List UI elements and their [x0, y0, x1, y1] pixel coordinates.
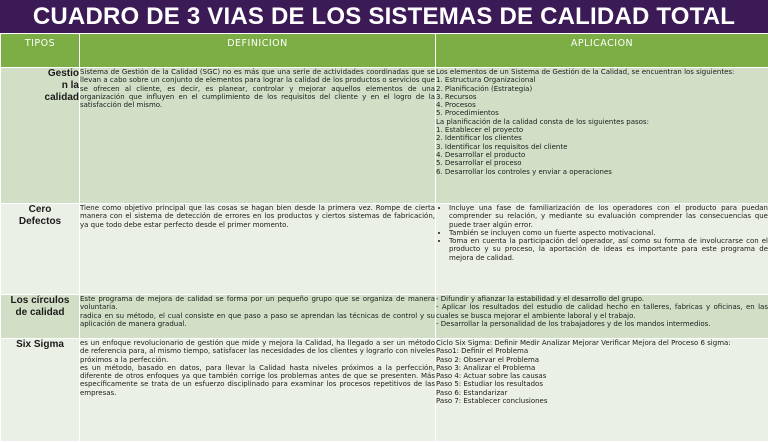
definicion-line: Este programa de mejora de calidad se forma por un pequeño grupo que se organiza de manera voluntaria. [80, 295, 435, 312]
page-title: CUADRO DE 3 VIAS DE LOS SISTEMAS DE CALIDAD TOTAL [0, 2, 768, 32]
list-item: - Difundir y afianzar la estabilidad y el desarrollo del grupo. [436, 295, 768, 303]
table-row [1, 295, 768, 339]
list-item: • Incluye una fase de familiarización de los operadores con el producto para puedan comprender su relación, y mediante su evaluación comprender las consecuencias que puede traer algún error. [449, 204, 768, 229]
aplicacion-cell [436, 204, 768, 295]
header-row [1, 34, 768, 68]
list-item: Paso 5: Estudiar los resultados [436, 380, 768, 388]
tipo-cell [1, 68, 80, 204]
definicion-cell [80, 295, 436, 339]
quality-systems-table [0, 33, 768, 442]
tipo-label: calidad [1, 92, 79, 104]
header-tipos: TIPOS [1, 34, 80, 68]
list-item: Paso 4: Actuar sobre las causas [436, 372, 768, 380]
tipo-label: Six Sigma [1, 339, 79, 351]
list-item: - Aplicar los resultados del estudio de calidad hecho en talleres, fabricas y oficinas, en las cuales se busca mejorar el ambiente laboral y el trabajo. [436, 303, 768, 320]
definicion-line: es un método, basado en datos, para llevar la Calidad hasta niveles próximos a la perfección, diferente de otros enfoques ya que también corrige los problemas antes de que se presenten. Más específicamente se trata de un esfuerzo disciplinado para examinar los procesos repetitivos de las empresas. [80, 364, 435, 397]
list-item: 4. Procesos [436, 101, 768, 109]
aplicacion-cell [436, 68, 768, 204]
list-item: • También se incluyen como un fuerte aspecto motivacional. [449, 229, 768, 237]
list-item: - Desarrollar la personalidad de los trabajadores y de los mandos intermedios. [436, 320, 768, 328]
list-item: 3. Identificar los requisitos del cliente [436, 143, 768, 151]
tipo-label: de calidad [1, 307, 79, 319]
list-item: Paso 2: Observar el Problema [436, 356, 768, 364]
list-item: 1. Estructura Organizacional [436, 76, 768, 84]
aplicacion-bullets [436, 204, 768, 262]
list-item: 1. Establecer el proyecto [436, 126, 768, 134]
tipo-label: Los círculos [1, 295, 79, 307]
definicion-line: es un enfoque revolucionario de gestión que mide y mejora la Calidad, ha llegado a ser un método de referencia para, al mismo tiempo, satisfacer las necesidades de los clientes y lograrlo con niveles próximos a la perfección. [80, 339, 435, 364]
definicion-cell [80, 339, 436, 442]
list-item: 2. Planificación (Estrategia) [436, 85, 768, 93]
tipo-cell [1, 339, 80, 442]
list-item: La planificación de la calidad consta de los siguientes pasos: [436, 118, 768, 126]
aplicacion-intro: Ciclo Six Sigma: Definir Medir Analizar Mejorar Verificar Mejora del Proceso 6 sigma: [436, 339, 768, 347]
aplicacion-cell [436, 295, 768, 339]
list-item: • Toma en cuenta la participación del operador, así como su forma de involucrarse con el producto y su proceso, la aportación de ideas es importante para este programa de mejora de calidad. [449, 237, 768, 262]
tipo-label: Cero [1, 204, 79, 216]
list-item: 5. Desarrollar el proceso [436, 159, 768, 167]
tipo-label: n la [1, 80, 79, 92]
list-item: Paso 3: Analizar el Problema [436, 364, 768, 372]
list-item: 6. Desarrollar los controles y enviar a operaciones [436, 168, 768, 176]
tipo-label: Defectos [1, 216, 79, 228]
tipo-cell [1, 204, 80, 295]
aplicacion-cell [436, 339, 768, 442]
tipo-cell [1, 295, 80, 339]
list-item: Paso1: Definir el Problema [436, 347, 768, 355]
header-definicion: DEFINICION [80, 34, 436, 68]
list-item: 2. Identificar los clientes [436, 134, 768, 142]
list-item: 3. Recursos [436, 93, 768, 101]
aplicacion-intro: Los elementos de un Sistema de Gestión de la Calidad, se encuentran los siguientes: [436, 68, 768, 76]
list-item: Paso 6: Estandarizar [436, 389, 768, 397]
table-row [1, 204, 768, 295]
table-row [1, 339, 768, 442]
definicion-line: radica en su método, el cual consiste en que paso a paso se aprendan las técnicas de control y su aplicación de manera gradual. [80, 312, 435, 329]
list-item: Paso 7: Establecer conclusiones [436, 397, 768, 405]
list-item: 4. Desarrollar el producto [436, 151, 768, 159]
table-row [1, 68, 768, 204]
header-aplicacion: APLICACION [436, 34, 768, 68]
definicion-cell: Sistema de Gestión de la Calidad (SGC) no es más que una serie de actividades coordinadas que se llevan a cabo sobre un conjunto de elementos para lograr la calidad de los productos o servicios que se ofrecen al cliente, es decir, es planear, controlar y mejorar aquellos elementos de una organización que influyen en el cumplimiento de los requisitos del cliente y en el logro de la satisfacción del mismo. [80, 68, 436, 204]
tipo-label: Gestio [1, 68, 79, 80]
definicion-cell: Tiene como objetivo principal que las cosas se hagan bien desde la primera vez. Rompe de cierta manera con el sistema de detección de errores en los productos y ciertos sistemas de fabricación, ya que todo debe estar perfecto desde el primer momento. [80, 204, 436, 295]
list-item: 5. Procedimientos [436, 109, 768, 117]
